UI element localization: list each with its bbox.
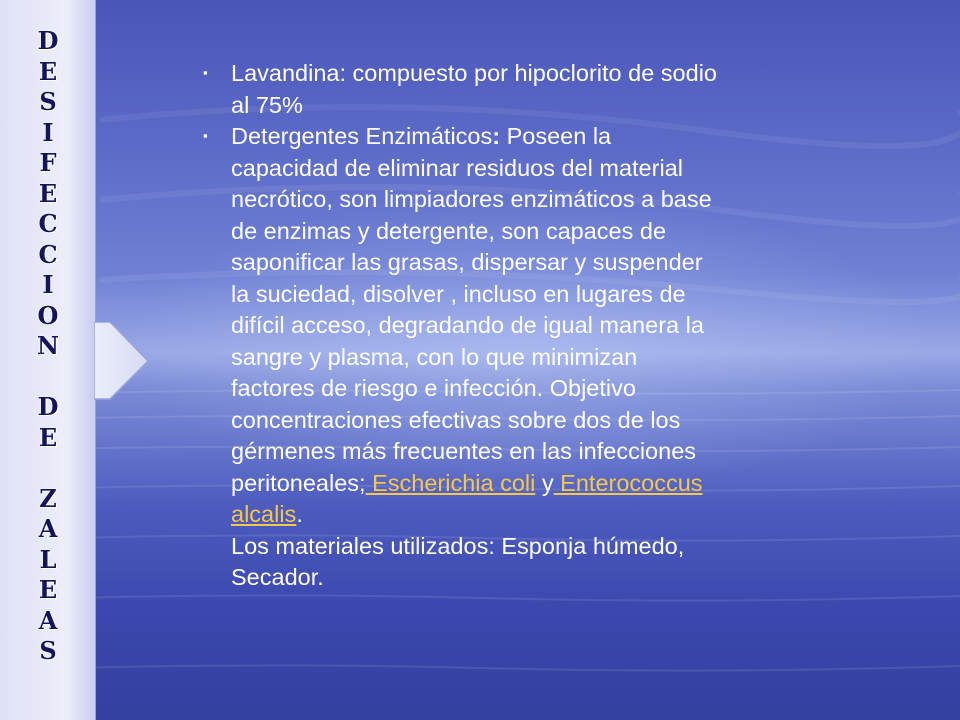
title-letter: N xyxy=(37,331,59,360)
square-bullet-icon: ▪ xyxy=(203,128,208,143)
content-area xyxy=(203,58,723,594)
arrow-right-icon xyxy=(94,322,150,400)
title-letter: S xyxy=(39,87,57,116)
period-text: . xyxy=(296,501,303,527)
title-letter: E xyxy=(38,422,58,452)
list-item xyxy=(203,58,723,121)
title-letter: F xyxy=(39,148,57,177)
side-title-panel xyxy=(0,0,96,720)
title-letter: C xyxy=(38,209,58,238)
title-letter: Z xyxy=(39,483,57,513)
connector-text: y xyxy=(535,469,554,496)
item-text: Lavandina: compuesto por hipoclorito de sodio al 75% xyxy=(231,60,717,118)
title-letter: S xyxy=(39,636,57,665)
title-letter: E xyxy=(38,575,58,604)
square-bullet-icon: ▪ xyxy=(203,65,208,80)
title-letter: C xyxy=(38,239,58,269)
title-letter: O xyxy=(37,300,59,330)
title-letter: L xyxy=(39,544,57,574)
link-escherichia-coli[interactable]: Escherichia coli xyxy=(365,469,536,496)
title-letter: E xyxy=(38,178,58,208)
link-enterococcus-alcalis[interactable]: Enterococcus alcalis xyxy=(231,469,703,527)
bullet-list xyxy=(203,58,723,594)
title-letter: D xyxy=(37,26,59,55)
vertical-section-title xyxy=(22,26,74,667)
materials-text: Los materiales utilizados: Esponja húmedo, Secador. xyxy=(231,532,685,590)
item-term-colon: : xyxy=(492,123,501,149)
list-item xyxy=(203,121,723,594)
item-text: Poseen la capacidad de eliminar residuos del material necrótico, son limpiadores enzimáticos a base de enzimas y detergente, son capaces de saponificar las grasas, dispersar y suspender la suciedad, disolver , incluso en lugares de difícil acceso, degradando de igual manera la sangre y plasma, con lo que minimizan factores de riesgo e infección. Objetivo concentraciones efectivas sobre dos de los gérmenes más frecuentes en las infecciones peritoneales; xyxy=(231,123,712,496)
title-letter: D xyxy=(37,392,59,421)
title-letter: A xyxy=(38,605,58,635)
item-term: Detergentes Enzimáticos xyxy=(231,123,493,149)
title-letter: A xyxy=(38,514,58,543)
title-letter: I xyxy=(42,270,54,299)
title-letter: E xyxy=(38,56,58,86)
title-letter: I xyxy=(42,117,54,147)
